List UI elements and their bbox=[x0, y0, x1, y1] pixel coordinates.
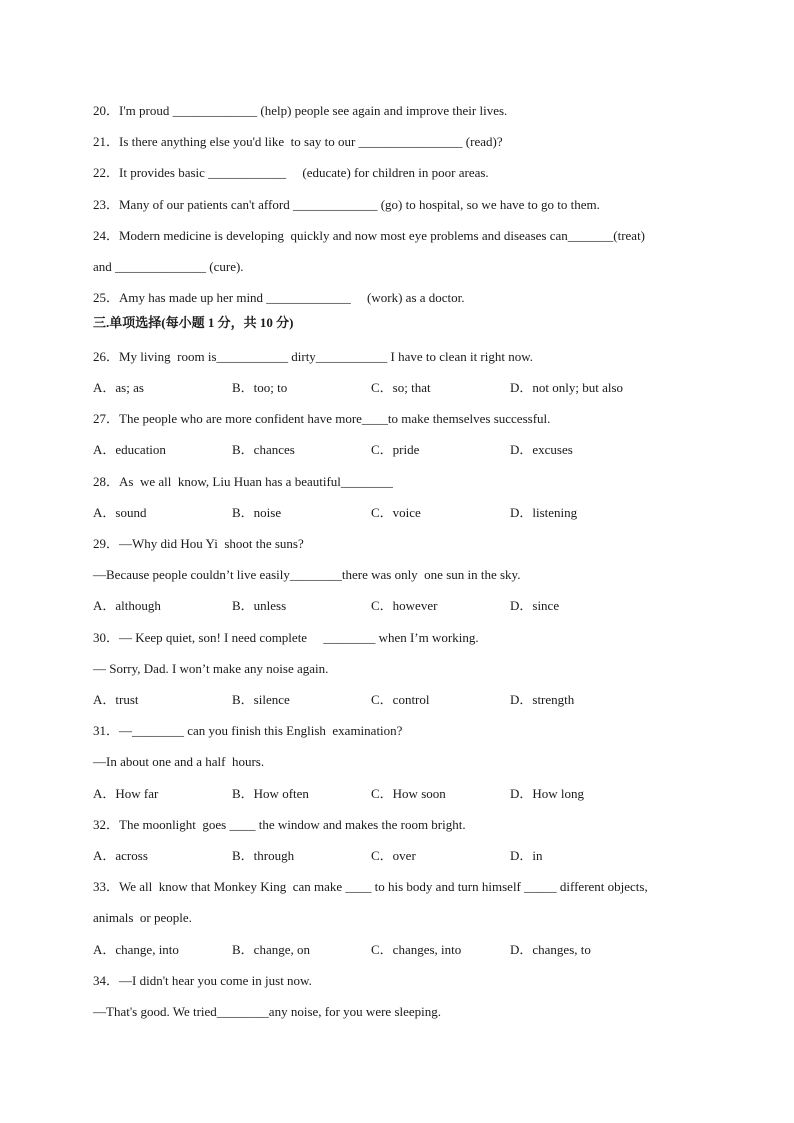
section-heading: 三.单项选择(每小题 1 分，共 10 分) bbox=[93, 315, 294, 330]
question-31-option-c: C．How soon bbox=[371, 786, 446, 801]
question-33-stem-cont: animals or people. bbox=[93, 910, 192, 925]
question-33-option-c: C．changes, into bbox=[371, 942, 462, 957]
question-27-stem: 27．The people who are more confident have more____to make themselves successful. bbox=[93, 411, 551, 426]
question-30-stem: 30．— Keep quiet, son! I need complete ________ when I’m working. bbox=[93, 630, 479, 645]
question-26-option-b: B．too; to bbox=[232, 380, 288, 395]
question-32-option-d: D．in bbox=[510, 848, 543, 863]
question-27-option-a: A．education bbox=[93, 442, 166, 457]
question-27-option-b: B．chances bbox=[232, 442, 295, 457]
question-26-option-d: D．not only; but also bbox=[510, 380, 624, 395]
question-23: 23．Many of our patients can't afford _____________ (go) to hospital, so we have to go to them. bbox=[93, 197, 600, 212]
question-24: 24．Modern medicine is developing quickly and now most eye problems and diseases can_______(treat) bbox=[93, 228, 646, 243]
question-32-option-b: B．through bbox=[232, 848, 295, 863]
question-26-stem: 26．My living room is___________ dirty___________ I have to clean it right now. bbox=[93, 349, 534, 364]
question-28-stem: 28．As we all know, Liu Huan has a beautiful________ bbox=[93, 474, 393, 489]
question-29-option-b: B．unless bbox=[232, 598, 287, 613]
question-30-option-d: D．strength bbox=[510, 692, 575, 707]
question-26-option-c: C．so; that bbox=[371, 380, 431, 395]
question-31-option-d: D．How long bbox=[510, 786, 585, 801]
question-27-option-c: C．pride bbox=[371, 442, 420, 457]
question-29-option-a: A．although bbox=[93, 598, 161, 613]
question-33-option-a: A．change, into bbox=[93, 942, 179, 957]
question-29-option-d: D．since bbox=[510, 598, 560, 613]
question-32-stem: 32．The moonlight goes ____ the window and makes the room bright. bbox=[93, 817, 466, 832]
question-33-option-d: D．changes, to bbox=[510, 942, 591, 957]
question-33-option-b: B．change, on bbox=[232, 942, 310, 957]
question-30-stem-reply: — Sorry, Dad. I won’t make any noise again. bbox=[93, 661, 329, 676]
question-28-option-c: C．voice bbox=[371, 505, 421, 520]
question-30-option-c: C．control bbox=[371, 692, 430, 707]
question-27-option-d: D．excuses bbox=[510, 442, 573, 457]
question-29-stem: 29．—Why did Hou Yi shoot the suns? bbox=[93, 536, 304, 551]
question-32-option-c: C．over bbox=[371, 848, 416, 863]
question-31-stem-reply: —In about one and a half hours. bbox=[93, 754, 265, 769]
question-34-stem-reply: —That's good. We tried________any noise, for you were sleeping. bbox=[93, 1004, 442, 1019]
question-21: 21．Is there anything else you'd like to say to our ________________ (read)? bbox=[93, 134, 503, 149]
question-30-option-b: B．silence bbox=[232, 692, 290, 707]
question-20: 20．I'm proud _____________ (help) people see again and improve their lives. bbox=[93, 103, 508, 118]
question-25: 25．Amy has made up her mind _____________ (work) as a doctor. bbox=[93, 290, 465, 305]
question-31-option-a: A．How far bbox=[93, 786, 159, 801]
question-31-stem: 31．—________ can you finish this English examination? bbox=[93, 723, 403, 738]
question-34-stem: 34．—I didn't hear you come in just now. bbox=[93, 973, 312, 988]
question-29-stem-reply: —Because people couldn’t live easily________there was only one sun in the sky. bbox=[93, 567, 521, 582]
question-24-cont: and ______________ (cure). bbox=[93, 259, 244, 274]
question-30-option-a: A．trust bbox=[93, 692, 139, 707]
question-26-option-a: A．as; as bbox=[93, 380, 144, 395]
question-28-option-b: B．noise bbox=[232, 505, 282, 520]
question-28-option-a: A．sound bbox=[93, 505, 147, 520]
question-22: 22．It provides basic ____________ (educate) for children in poor areas. bbox=[93, 165, 489, 180]
question-28-option-d: D．listening bbox=[510, 505, 578, 520]
question-32-option-a: A．across bbox=[93, 848, 148, 863]
question-29-option-c: C．however bbox=[371, 598, 438, 613]
question-33-stem: 33．We all know that Monkey King can make ____ to his body and turn himself _____ different objects, bbox=[93, 879, 648, 894]
question-31-option-b: B．How often bbox=[232, 786, 309, 801]
